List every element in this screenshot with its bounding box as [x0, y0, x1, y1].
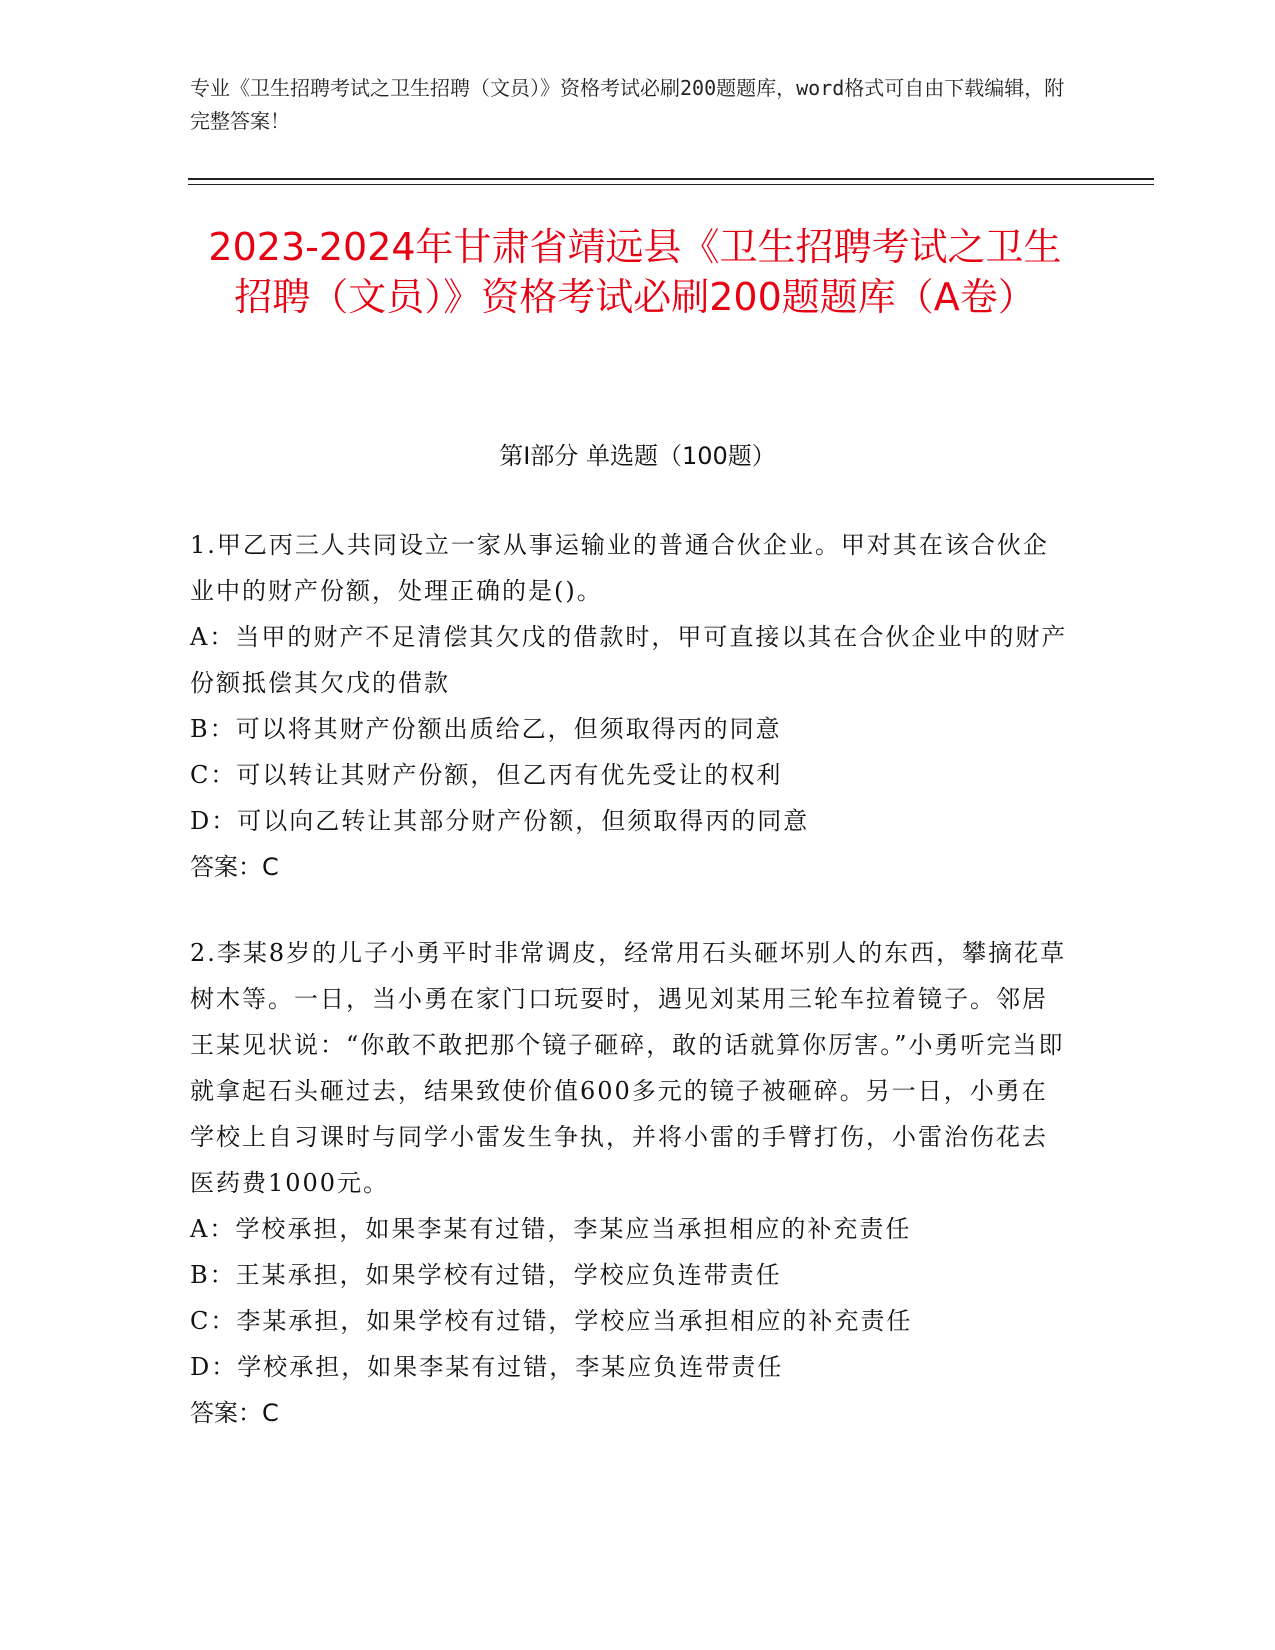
question-text: 2.李某8岁的儿子小勇平时非常调皮，经常用石头砸坏别人的东西，攀摘花草树木等。一日，当小勇在家门口玩耍时，遇见刘某用三轮车拉着镜子。邻居王某见状说：“你敢不敢把那个镜子砸碎，敢的话就算你厉害。”小勇听完当即就拿起石头砸过去，结果致使价值600多元的镜子被砸碎。另一日，小勇在学校上自习课时与同学小雷发生争执，并将小雷的手臂打伤，小雷治伤花去医药费1000元。 [190, 939, 1067, 1197]
document-title: 2023-2024年甘肃省靖远县《卫生招聘考试之卫生招聘（文员）》资格考试必刷200题题库（A卷） [208, 225, 1062, 319]
option-a: A：当甲的财产不足清偿其欠戊的借款时，甲可直接以其在合伙企业中的财产份额抵偿其欠戊的借款 [190, 623, 1068, 697]
option-b: B：可以将其财产份额出质给乙，但须取得丙的同意 [190, 715, 782, 743]
header-divider-thick [188, 178, 1154, 180]
option-a: A：学校承担，如果李某有过错，李某应当承担相应的补充责任 [190, 1215, 912, 1243]
header-divider-thin [188, 184, 1154, 185]
option-d: D：学校承担，如果李某有过错，李某应负连带责任 [190, 1353, 784, 1381]
option-d: D：可以向乙转让其部分财产份额，但须取得丙的同意 [190, 807, 810, 835]
option-b: B：王某承担，如果学校有过错，学校应负连带责任 [190, 1261, 782, 1289]
answer: 答案：C [190, 853, 279, 881]
answer: 答案：C [190, 1399, 279, 1427]
question-1 [190, 522, 1070, 890]
section-title: 第Ⅰ部分 单选题（100题） [499, 442, 776, 470]
question-2 [190, 930, 1070, 1436]
question-text: 1.甲乙丙三人共同设立一家从事运输业的普通合伙企业。甲对其在该合伙企业中的财产份额，处理正确的是()。 [190, 531, 1049, 605]
option-c: C：李某承担，如果学校有过错，学校应当承担相应的补充责任 [190, 1307, 913, 1335]
option-c: C：可以转让其财产份额，但乙丙有优先受让的权利 [190, 761, 783, 789]
header-note: 专业《卫生招聘考试之卫生招聘（文员）》资格考试必刷200题题库，word格式可自由下载编辑，附完整答案！ [190, 76, 1065, 133]
